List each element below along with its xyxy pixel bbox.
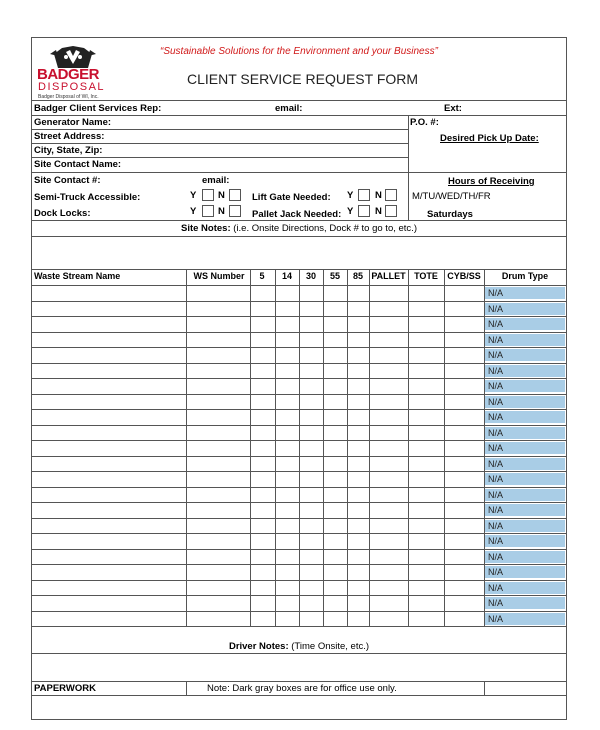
drum-type-select[interactable]: N/A [485, 597, 565, 609]
logo-title: BADGER [37, 66, 100, 83]
drum-type-select[interactable]: N/A [485, 535, 565, 547]
rep-label: Badger Client Services Rep: [34, 103, 162, 114]
table-row[interactable] [32, 549, 484, 565]
pallet-jack-no-checkbox[interactable] [385, 205, 397, 217]
table-row[interactable] [32, 471, 484, 487]
col-55: 55 [329, 271, 340, 281]
table-row[interactable] [32, 378, 484, 394]
col-pallet: PALLET [371, 271, 406, 281]
office-use-note: Note: Dark gray boxes are for office use only. [207, 683, 397, 694]
driver-notes-field[interactable] [32, 654, 566, 681]
rep-email-label: email: [275, 103, 303, 114]
company-logo [36, 44, 110, 98]
tagline: “Sustainable Solutions for the Environment and your Business” [160, 46, 438, 57]
liftgate-yes-label: Y [347, 190, 354, 201]
drum-type-select[interactable]: N/A [485, 396, 565, 408]
generator-label: Generator Name: [34, 117, 112, 128]
liftgate-label: Lift Gate Needed: [252, 192, 331, 203]
drum-type-select[interactable]: N/A [485, 504, 565, 516]
col-tote: TOTE [414, 271, 438, 281]
drum-type-select[interactable]: N/A [485, 303, 565, 315]
table-row[interactable] [32, 595, 484, 611]
pickup-date-label: Desired Pick Up Date: [440, 133, 539, 144]
col-5: 5 [259, 271, 265, 281]
col-14: 14 [281, 271, 292, 281]
paperwork-label: PAPERWORK [34, 683, 96, 694]
logo-small-text: Badger Disposal of WI, Inc. [38, 94, 99, 100]
drum-type-select[interactable]: N/A [485, 411, 565, 423]
drum-type-select[interactable]: N/A [485, 427, 565, 439]
table-row[interactable] [32, 518, 484, 534]
city-label: City, State, Zip: [34, 145, 103, 156]
logo-subtitle: DISPOSAL [38, 81, 106, 93]
table-row[interactable] [32, 456, 484, 472]
table-row[interactable] [32, 440, 484, 456]
col-waste-stream-name: Waste Stream Name [34, 271, 121, 281]
drum-type-select[interactable]: N/A [485, 318, 565, 330]
request-form [31, 37, 567, 720]
table-row[interactable] [32, 394, 484, 410]
dock-yes-checkbox[interactable] [202, 205, 214, 217]
driver-notes-hint: (Time Onsite, etc.) [288, 641, 370, 652]
table-row[interactable] [32, 363, 484, 379]
site-notes-header [32, 223, 566, 234]
ext-label: Ext: [444, 103, 462, 114]
weekday-hours: M/TU/WED/TH/FR [412, 191, 491, 202]
liftgate-no-checkbox[interactable] [385, 189, 397, 201]
site-notes-label: Site Notes: [180, 223, 231, 234]
drum-type-select[interactable]: N/A [485, 489, 565, 501]
drum-type-select[interactable]: N/A [485, 613, 565, 625]
drum-type-select[interactable]: N/A [485, 473, 565, 485]
dock-locks-label: Dock Locks: [34, 208, 91, 219]
semi-no-label: N [218, 190, 225, 201]
table-row[interactable] [32, 611, 484, 627]
table-row[interactable] [32, 347, 484, 363]
semi-no-checkbox[interactable] [229, 189, 241, 201]
street-label: Street Address: [34, 131, 105, 142]
table-row[interactable] [32, 487, 484, 503]
semi-yes-checkbox[interactable] [202, 189, 214, 201]
table-row[interactable] [32, 409, 484, 425]
form-title: CLIENT SERVICE REQUEST FORM [187, 71, 419, 87]
semi-yes-label: Y [190, 190, 197, 201]
drum-type-select[interactable]: N/A [485, 582, 565, 594]
table-row[interactable] [32, 502, 484, 518]
liftgate-yes-checkbox[interactable] [358, 189, 370, 201]
contact-email-label: email: [202, 175, 230, 186]
drum-type-select[interactable]: N/A [485, 349, 565, 361]
hours-label: Hours of Receiving [448, 176, 535, 187]
table-row[interactable] [32, 425, 484, 441]
table-row[interactable] [32, 332, 484, 348]
dock-yes-label: Y [190, 206, 197, 217]
drum-type-select[interactable]: N/A [485, 365, 565, 377]
po-label: P.O. #: [410, 117, 439, 128]
drum-type-select[interactable]: N/A [485, 520, 565, 532]
driver-notes-header [32, 641, 566, 652]
col-cyb-ss: CYB/SS [447, 271, 481, 281]
drum-type-select[interactable]: N/A [485, 442, 565, 454]
liftgate-no-label: N [375, 190, 382, 201]
semi-truck-label: Semi-Truck Accessible: [34, 192, 141, 203]
drum-type-select[interactable]: N/A [485, 551, 565, 563]
dock-no-checkbox[interactable] [229, 205, 241, 217]
drum-type-select[interactable]: N/A [485, 334, 565, 346]
contact-name-label: Site Contact Name: [34, 159, 122, 170]
site-notes-hint: (i.e. Onsite Directions, Dock # to go to, etc.) [230, 223, 417, 234]
table-row[interactable] [32, 580, 484, 596]
pallet-jack-yes-label: Y [347, 206, 354, 217]
saturday-hours: Saturdays [427, 209, 473, 220]
pallet-jack-yes-checkbox[interactable] [358, 205, 370, 217]
col-drum-type: Drum Type [501, 271, 549, 281]
table-row[interactable] [32, 285, 484, 301]
dock-no-label: N [218, 206, 225, 217]
drum-type-select[interactable]: N/A [485, 458, 565, 470]
drum-type-select[interactable]: N/A [485, 287, 565, 299]
table-row[interactable] [32, 301, 484, 317]
col-ws-number: WS Number [193, 271, 245, 281]
contact-number-label: Site Contact #: [34, 175, 101, 186]
driver-notes-label: Driver Notes: [228, 641, 289, 652]
table-row[interactable] [32, 533, 484, 549]
table-row[interactable] [32, 564, 484, 580]
site-notes-field[interactable] [32, 237, 566, 268]
drum-type-select[interactable]: N/A [485, 380, 565, 392]
pallet-jack-no-label: N [375, 206, 382, 217]
drum-type-select[interactable]: N/A [485, 566, 565, 578]
col-85: 85 [352, 271, 363, 281]
table-row[interactable] [32, 316, 484, 332]
col-30: 30 [305, 271, 316, 281]
pallet-jack-label: Pallet Jack Needed: [252, 209, 342, 220]
